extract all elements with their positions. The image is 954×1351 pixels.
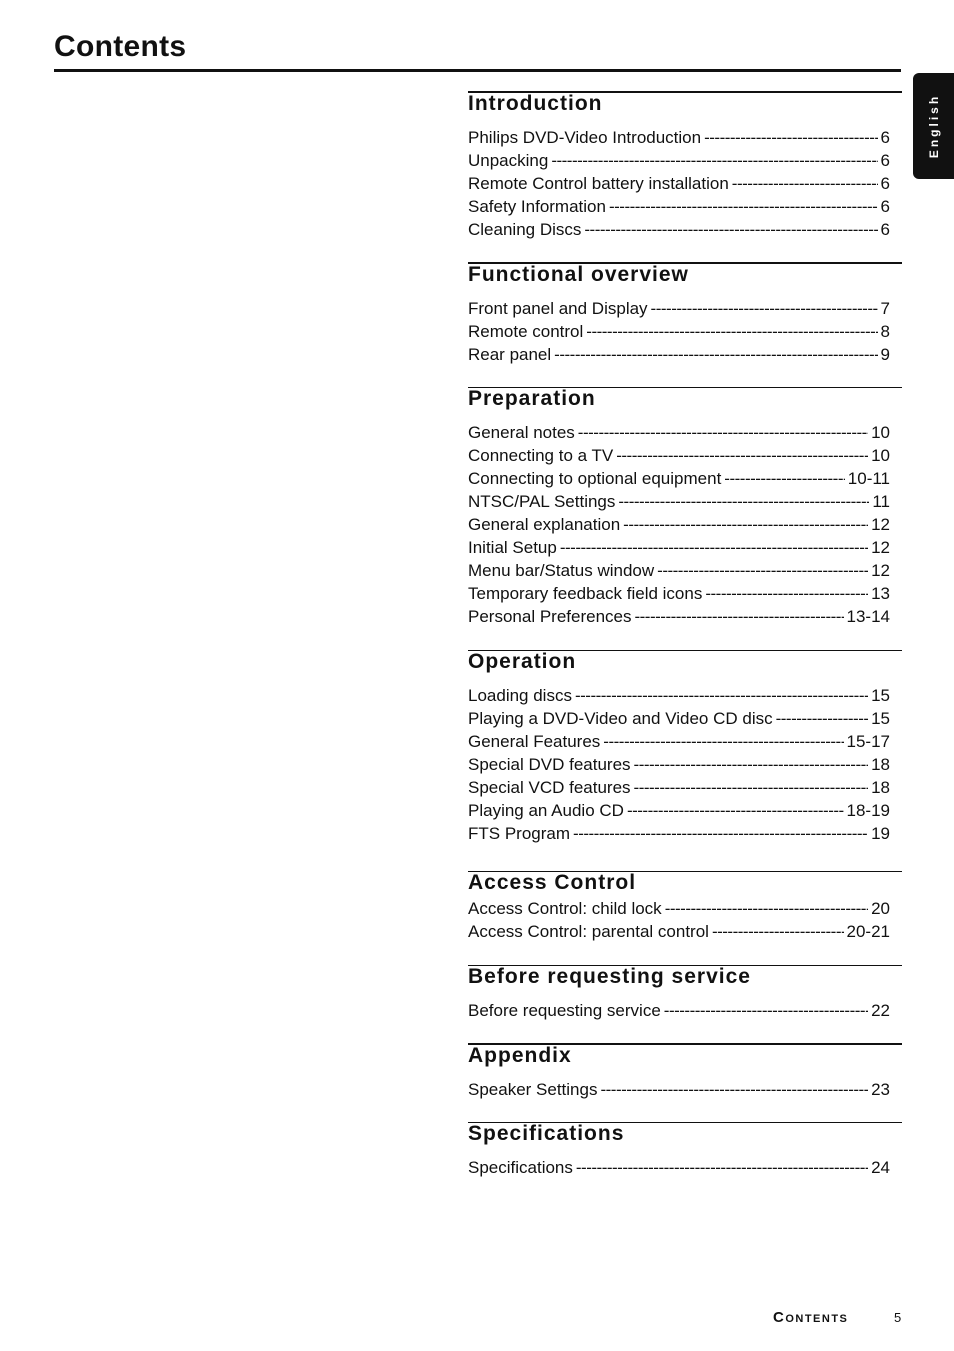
toc-entry-label: General notes (468, 423, 575, 442)
dot-leader (576, 1156, 868, 1179)
dot-leader (634, 605, 843, 628)
toc-entry[interactable] (468, 490, 890, 513)
section-heading: Introduction (468, 92, 603, 115)
footer-page-number: 5 (894, 1310, 902, 1325)
dot-leader (712, 920, 844, 943)
dot-leader (776, 707, 868, 730)
toc-entry[interactable] (468, 822, 890, 845)
toc-entry-page: 12 (871, 561, 890, 580)
toc-entry-page: 13-14 (846, 607, 890, 626)
language-tab (913, 73, 954, 179)
toc-entry-page: 8 (880, 322, 890, 341)
dot-leader (627, 799, 844, 822)
toc-entry-label: Before requesting service (468, 1001, 661, 1020)
toc-section (468, 1122, 902, 1179)
toc-entry-label: Front panel and Display (468, 299, 648, 318)
toc-entry-label: Temporary feedback field icons (468, 584, 703, 603)
toc-entry-label: Menu bar/Status window (468, 561, 655, 580)
toc-section (468, 965, 902, 1022)
toc-entry-list (468, 897, 902, 943)
toc-entry-page: 20-21 (846, 922, 890, 941)
toc-entry-label: NTSC/PAL Settings (468, 492, 616, 511)
toc-entry[interactable] (468, 126, 890, 149)
section-heading: Before requesting service (468, 965, 751, 988)
toc-entry[interactable] (468, 467, 890, 490)
toc-entry-page: 18-19 (846, 801, 890, 820)
toc-entry[interactable] (468, 920, 890, 943)
toc-entry-page: 15-17 (846, 732, 890, 751)
toc-entry[interactable] (468, 999, 890, 1022)
section-heading: Access Control (468, 871, 637, 894)
toc-entry-label: Access Control: parental control (468, 922, 709, 941)
dot-leader (664, 999, 868, 1022)
toc-entry-list (468, 421, 902, 628)
dot-leader (609, 195, 878, 218)
dot-leader (551, 149, 877, 172)
dot-leader (618, 490, 869, 513)
toc-entry[interactable] (468, 897, 890, 920)
toc-entry-page: 22 (871, 1001, 890, 1020)
toc-entry[interactable] (468, 343, 890, 366)
toc-section (468, 91, 902, 241)
dot-leader (586, 320, 877, 343)
toc-entry-page: 7 (880, 299, 890, 318)
section-heading: Functional overview (468, 263, 689, 286)
toc-entry-label: Playing an Audio CD (468, 801, 624, 820)
toc-entry-page: 18 (871, 755, 890, 774)
toc-entry[interactable] (468, 149, 890, 172)
toc-entry-label: Remote control (468, 322, 584, 341)
toc-entry-list (468, 297, 902, 366)
section-heading: Specifications (468, 1122, 625, 1145)
toc-entry-label: Speaker Settings (468, 1080, 598, 1099)
dot-leader (634, 753, 869, 776)
toc-entry-list (468, 1078, 902, 1101)
dot-leader (634, 776, 869, 799)
language-tab-label: English (926, 93, 941, 159)
toc-entry-page: 12 (871, 515, 890, 534)
toc-entry[interactable] (468, 707, 890, 730)
dot-leader (704, 126, 877, 149)
toc-entry-page: 24 (871, 1158, 890, 1177)
toc-entry[interactable] (468, 753, 890, 776)
toc-section (468, 1043, 902, 1101)
toc-entry-label: Personal Preferences (468, 607, 632, 626)
toc-entry-page: 10 (871, 446, 890, 465)
toc-section (468, 650, 902, 845)
dot-leader (705, 582, 868, 605)
dot-leader (651, 297, 878, 320)
section-heading: Operation (468, 650, 577, 673)
toc-entry-label: Connecting to optional equipment (468, 469, 722, 488)
toc-entry[interactable] (468, 195, 890, 218)
title-rule (54, 69, 901, 72)
toc-entry-page: 9 (880, 345, 890, 364)
dot-leader (584, 218, 877, 241)
toc-entry[interactable] (468, 582, 890, 605)
toc-entry-page: 13 (871, 584, 890, 603)
toc-entry[interactable] (468, 776, 890, 799)
toc-entry[interactable] (468, 513, 890, 536)
toc-entry-label: Unpacking (468, 151, 549, 170)
dot-leader (575, 684, 868, 707)
section-heading: Appendix (468, 1044, 572, 1067)
toc-section (468, 262, 902, 366)
toc-entry-list (468, 1156, 902, 1179)
toc-entry-label: General Features (468, 732, 601, 751)
toc-entry-label: Rear panel (468, 345, 552, 364)
toc-entry[interactable] (468, 1156, 890, 1179)
toc-entry-label: Specifications (468, 1158, 573, 1177)
toc-entry[interactable] (468, 730, 890, 753)
toc-entry-label: Remote Control battery installation (468, 174, 729, 193)
toc-entry[interactable] (468, 421, 890, 444)
toc-entry-label: Safety Information (468, 197, 606, 216)
toc-entry-page: 12 (871, 538, 890, 557)
toc-entry-label: Special DVD features (468, 755, 631, 774)
section-heading: Preparation (468, 387, 596, 410)
toc-entry-page: 18 (871, 778, 890, 797)
toc-entry-page: 20 (871, 899, 890, 918)
toc-entry-label: Special VCD features (468, 778, 631, 797)
toc-entry-label: Playing a DVD-Video and Video CD disc (468, 709, 773, 728)
toc-entry-label: Cleaning Discs (468, 220, 582, 239)
toc-entry[interactable] (468, 605, 890, 628)
toc-entry[interactable] (468, 559, 890, 582)
dot-leader (732, 172, 878, 195)
toc-entry-label: General explanation (468, 515, 621, 534)
toc-entry-label: Initial Setup (468, 538, 557, 557)
toc-entry[interactable] (468, 1078, 890, 1101)
dot-leader (616, 444, 868, 467)
toc-entry-label: FTS Program (468, 824, 571, 843)
toc-entry-label: Connecting to a TV (468, 446, 614, 465)
toc-entry-label: Philips DVD-Video Introduction (468, 128, 702, 147)
toc-entry[interactable] (468, 297, 890, 320)
page-title: Contents (54, 30, 187, 63)
toc-entry-page: 19 (871, 824, 890, 843)
toc-entry-page: 6 (880, 128, 890, 147)
dot-leader (603, 730, 843, 753)
toc-entry-page: 15 (871, 709, 890, 728)
toc-entry-page: 11 (872, 492, 890, 511)
toc-entry-page: 15 (871, 686, 890, 705)
dot-leader (578, 421, 868, 444)
toc-entry[interactable] (468, 684, 890, 707)
dot-leader (657, 559, 868, 582)
toc-entry-list (468, 684, 902, 845)
dot-leader (573, 822, 868, 845)
toc-entry-page: 6 (880, 151, 890, 170)
toc-section (468, 387, 902, 628)
toc-entry-page: 10-11 (847, 469, 890, 488)
toc-entry-page: 6 (880, 197, 890, 216)
toc-entry-list (468, 999, 902, 1022)
toc-entry-page: 23 (871, 1080, 890, 1099)
toc-entry-list (468, 126, 902, 241)
dot-leader (724, 467, 844, 490)
toc-entry[interactable] (468, 172, 890, 195)
toc-entry-label: Loading discs (468, 686, 572, 705)
toc-entry-page: 6 (880, 220, 890, 239)
toc-entry-page: 6 (880, 174, 890, 193)
toc-entry[interactable] (468, 320, 890, 343)
toc-entry[interactable] (468, 536, 890, 559)
dot-leader (554, 343, 877, 366)
toc-entry-label: Access Control: child lock (468, 899, 662, 918)
toc-entry[interactable] (468, 799, 890, 822)
dot-leader (600, 1078, 868, 1101)
toc-entry[interactable] (468, 218, 890, 241)
dot-leader (623, 513, 868, 536)
footer-label: Contents (773, 1309, 849, 1326)
toc-entry-page: 10 (871, 423, 890, 442)
toc-entry[interactable] (468, 444, 890, 467)
toc-section (468, 871, 902, 943)
dot-leader (560, 536, 868, 559)
dot-leader (665, 897, 868, 920)
